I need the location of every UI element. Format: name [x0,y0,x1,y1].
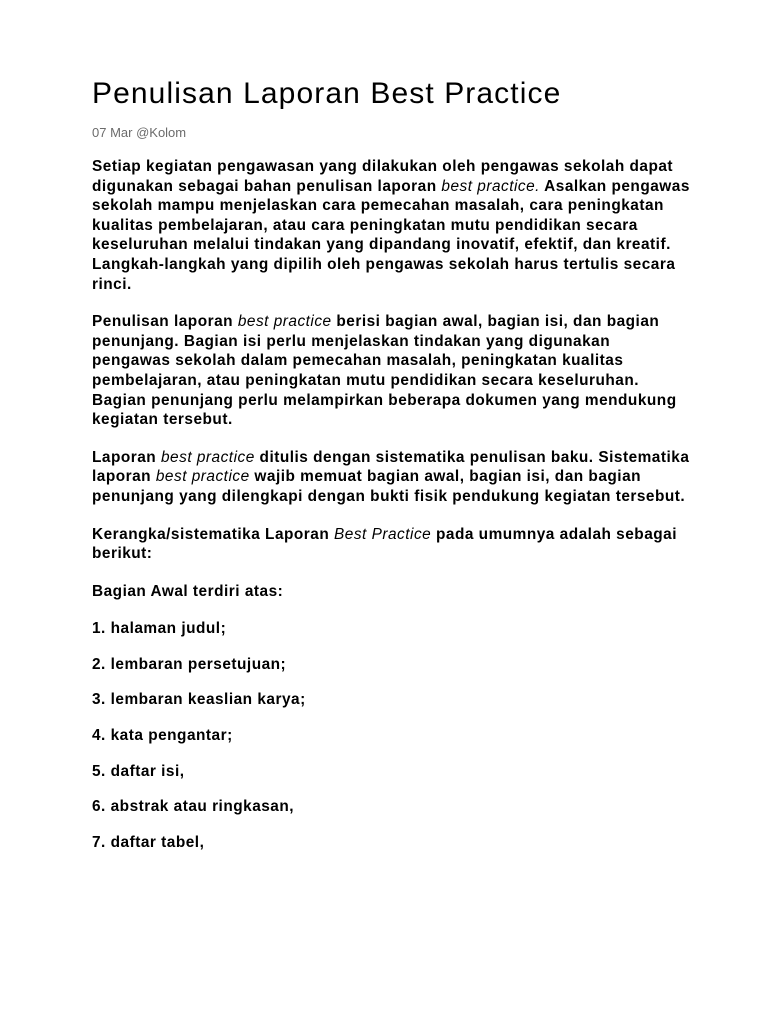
text-run: Penulisan laporan [92,313,238,331]
text-run: berisi bagian awal, bagian isi, dan bagian penunjang. Bagian isi perlu menjelaskan tindakan yang digunakan pengawas sekolah dalam pemecahan masalah, peningkatan kualitas pembelajaran, atau peningkatan mutu pendidikan secara keseluruhan. Bagian penunjang perlu melampirkan beberapa dokumen yang mendukung kegiatan tersebut. [92,313,677,429]
emphasis-text: best practice [161,448,255,466]
emphasis-text: best practice. [441,177,540,195]
text-run: pada umumnya adalah sebagai berikut: [92,525,677,563]
article-meta: 07 Mar @Kolom [92,125,187,140]
text-run: Setiap kegiatan pengawasan yang dilakukan oleh pengawas sekolah dapat digunakan sebagai bahan penulisan laporan [92,158,674,195]
list-item: 4. kata pengantar; [92,727,233,745]
list-item: 3. lembaran keaslian karya; [92,691,306,709]
text-run: wajib memuat bagian awal, bagian isi, dan bagian penunjang yang dilengkapi dengan bukti fisik pendukung kegiatan tersebut. [92,468,686,505]
text-run: Asalkan pengawas sekolah mampu menjelaskan cara pemecahan masalah, cara peningkatan kualitas pembelajaran, atau cara peningkatan mutu pendidikan secara keseluruhan melalui tindakan yang dipandang inovatif, efektif, dan kreatif. Langkah-langkah yang dipilih oleh pengawas sekolah harus tertulis secara rinci. [92,177,690,293]
list-item: 5. daftar isi, [92,762,185,780]
paragraph-1 [92,157,692,294]
list [92,619,692,852]
page-title: Penulisan Laporan Best Practice [92,77,562,110]
paragraph-2 [92,312,692,430]
emphasis-text: best practice [237,313,332,331]
list-item: 2. lembaran persetujuan; [92,655,287,673]
paragraph-3 [92,448,692,507]
section-heading: Bagian Awal terdiri atas: [92,582,284,600]
list-item: 7. daftar tabel, [92,833,205,851]
emphasis-text: best practice [155,468,250,486]
text-run: Kerangka/sistematika Laporan [92,525,335,543]
list-item: 1. halaman judul; [92,620,227,638]
paragraph-4 [92,525,692,564]
text-run: Laporan [92,448,161,466]
article-body [92,157,692,852]
text-run: ditulis dengan sistematika penulisan baku. Sistematika laporan [92,448,690,486]
emphasis-text: Best Practice [334,525,432,543]
list-item: 6. abstrak atau ringkasan, [92,798,295,816]
document-page [92,74,692,868]
